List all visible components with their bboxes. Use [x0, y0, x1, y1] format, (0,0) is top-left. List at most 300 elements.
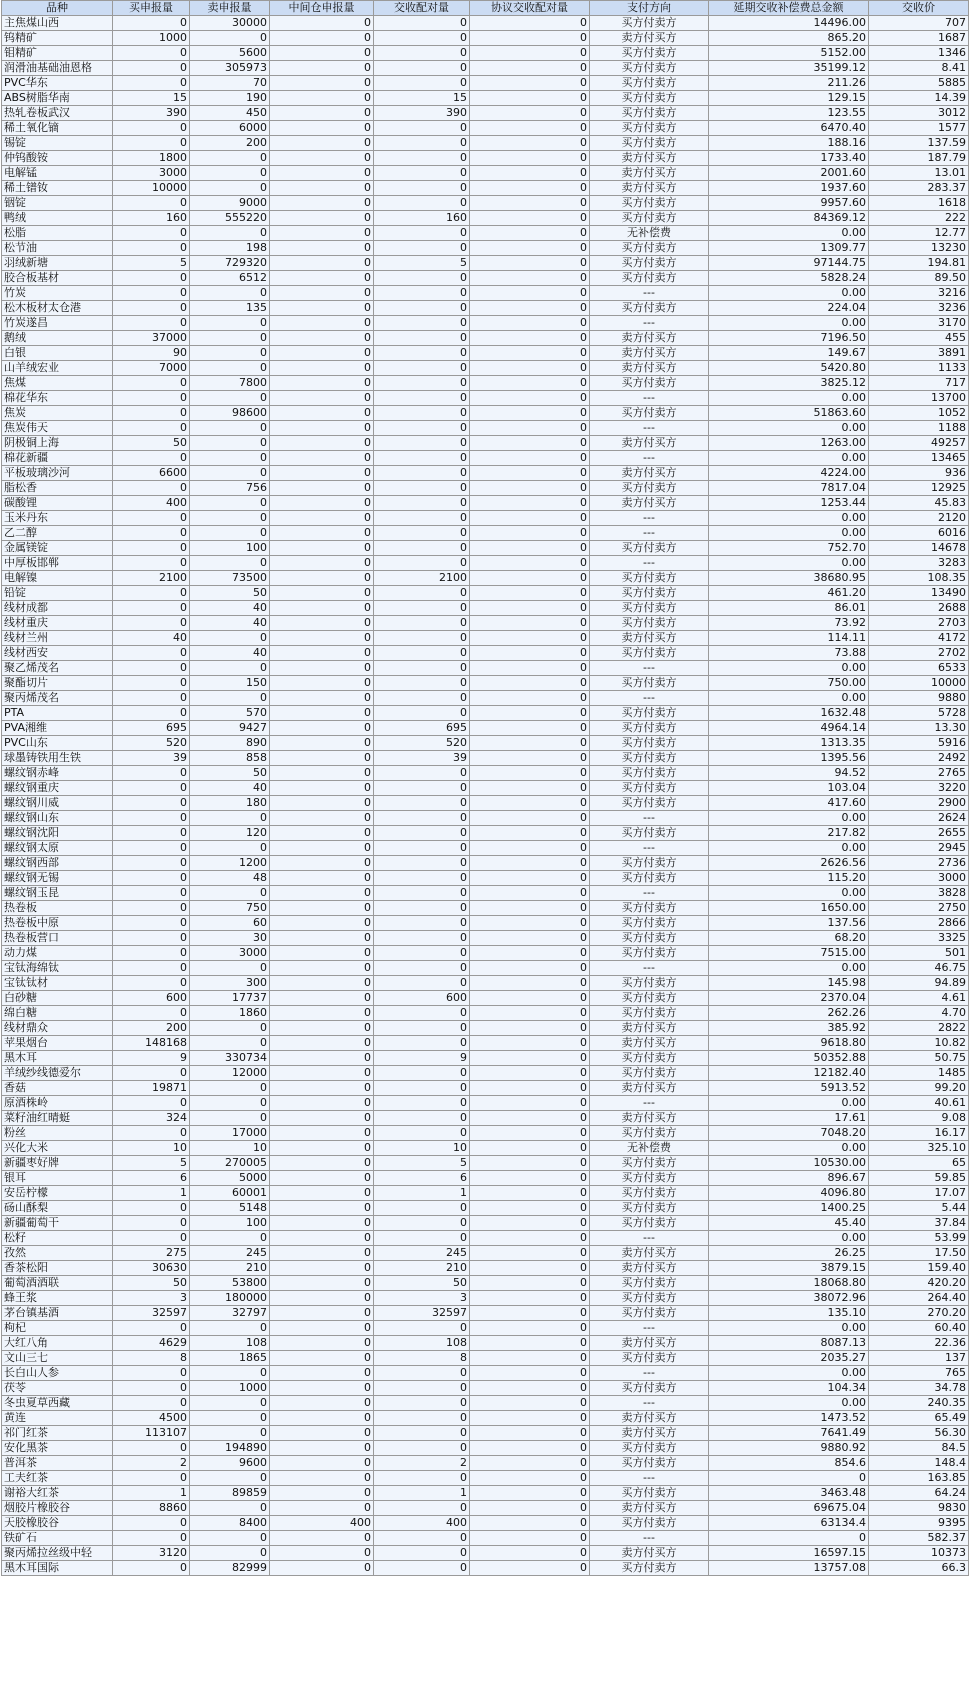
- matched-qty-cell: 0: [374, 121, 470, 136]
- buy-qty-cell: 0: [113, 871, 190, 886]
- agreement-qty-cell: 0: [470, 991, 590, 1006]
- buy-qty-cell: 0: [113, 841, 190, 856]
- table-row: [2, 421, 969, 436]
- agreement-qty-cell: 0: [470, 1081, 590, 1096]
- delivery-price-cell: 264.40: [869, 1291, 969, 1306]
- buy-qty-cell: 0: [113, 1471, 190, 1486]
- matched-qty-cell: 0: [374, 1501, 470, 1516]
- matched-qty-cell: 0: [374, 556, 470, 571]
- table-row: [2, 556, 969, 571]
- delivery-price-cell: 84.5: [869, 1441, 969, 1456]
- middle-qty-cell: 0: [270, 1006, 374, 1021]
- delivery-price-cell: 137.59: [869, 136, 969, 151]
- compensation-total-cell: 188.16: [709, 136, 869, 151]
- matched-qty-cell: 0: [374, 1471, 470, 1486]
- agreement-qty-cell: 0: [470, 601, 590, 616]
- product-cell: 平板玻璃沙河: [2, 466, 113, 481]
- delivery-price-cell: 240.35: [869, 1396, 969, 1411]
- table-row: [2, 181, 969, 196]
- payment-direction-cell: 买方付卖方: [590, 1381, 709, 1396]
- payment-direction-cell: 买方付卖方: [590, 781, 709, 796]
- middle-qty-cell: 0: [270, 1051, 374, 1066]
- agreement-qty-cell: 0: [470, 976, 590, 991]
- buy-qty-cell: 7000: [113, 361, 190, 376]
- compensation-total-cell: 103.04: [709, 781, 869, 796]
- payment-direction-cell: 买方付卖方: [590, 301, 709, 316]
- delivery-price-cell: 137: [869, 1351, 969, 1366]
- payment-direction-cell: 卖方付买方: [590, 1336, 709, 1351]
- agreement-qty-cell: 0: [470, 1126, 590, 1141]
- product-cell: 电解锰: [2, 166, 113, 181]
- delivery-price-cell: 2945: [869, 841, 969, 856]
- matched-qty-cell: 695: [374, 721, 470, 736]
- delivery-price-cell: 2120: [869, 511, 969, 526]
- buy-qty-cell: 15: [113, 91, 190, 106]
- payment-direction-cell: 买方付卖方: [590, 916, 709, 931]
- matched-qty-cell: 0: [374, 1096, 470, 1111]
- product-cell: 铁矿石: [2, 1531, 113, 1546]
- buy-qty-cell: 0: [113, 511, 190, 526]
- compensation-total-cell: 114.11: [709, 631, 869, 646]
- buy-qty-cell: 0: [113, 706, 190, 721]
- delivery-price-cell: 4.61: [869, 991, 969, 1006]
- buy-qty-cell: 0: [113, 421, 190, 436]
- delivery-price-cell: 5728: [869, 706, 969, 721]
- middle-qty-cell: 0: [270, 226, 374, 241]
- compensation-total-cell: 224.04: [709, 301, 869, 316]
- table-row: [2, 1351, 969, 1366]
- middle-qty-cell: 0: [270, 946, 374, 961]
- payment-direction-cell: 卖方付买方: [590, 631, 709, 646]
- delivery-price-cell: 3283: [869, 556, 969, 571]
- buy-qty-cell: 40: [113, 631, 190, 646]
- buy-qty-cell: 5: [113, 1156, 190, 1171]
- table-row: [2, 271, 969, 286]
- middle-qty-cell: 0: [270, 1126, 374, 1141]
- compensation-total-cell: 123.55: [709, 106, 869, 121]
- sell-qty-cell: 0: [190, 1036, 270, 1051]
- matched-qty-cell: 0: [374, 886, 470, 901]
- matched-qty-cell: 0: [374, 136, 470, 151]
- table-row: [2, 511, 969, 526]
- table-row: [2, 856, 969, 871]
- agreement-qty-cell: 0: [470, 1111, 590, 1126]
- agreement-qty-cell: 0: [470, 496, 590, 511]
- sell-qty-cell: 890: [190, 736, 270, 751]
- buy-qty-cell: 0: [113, 766, 190, 781]
- payment-direction-cell: 卖方付买方: [590, 436, 709, 451]
- compensation-total-cell: 217.82: [709, 826, 869, 841]
- matched-qty-cell: 0: [374, 1561, 470, 1576]
- product-cell: 动力煤: [2, 946, 113, 961]
- buy-qty-cell: 0: [113, 316, 190, 331]
- middle-qty-cell: 0: [270, 1261, 374, 1276]
- table-row: [2, 706, 969, 721]
- middle-qty-cell: 0: [270, 586, 374, 601]
- delivery-price-cell: 46.75: [869, 961, 969, 976]
- agreement-qty-cell: 0: [470, 1516, 590, 1531]
- sell-qty-cell: 73500: [190, 571, 270, 586]
- middle-qty-cell: 0: [270, 496, 374, 511]
- sell-qty-cell: 5600: [190, 46, 270, 61]
- product-cell: 线材鼎众: [2, 1021, 113, 1036]
- table-row: [2, 376, 969, 391]
- payment-direction-cell: 买方付卖方: [590, 721, 709, 736]
- header-matched-qty: 交收配对量: [374, 1, 470, 16]
- product-cell: 山羊绒宏业: [2, 361, 113, 376]
- product-cell: 鹅绒: [2, 331, 113, 346]
- matched-qty-cell: 0: [374, 631, 470, 646]
- middle-qty-cell: 0: [270, 661, 374, 676]
- product-cell: 松脂: [2, 226, 113, 241]
- agreement-qty-cell: 0: [470, 1156, 590, 1171]
- buy-qty-cell: 0: [113, 61, 190, 76]
- sell-qty-cell: 8400: [190, 1516, 270, 1531]
- compensation-total-cell: 1309.77: [709, 241, 869, 256]
- delivery-price-cell: 10.82: [869, 1036, 969, 1051]
- matched-qty-cell: 0: [374, 226, 470, 241]
- product-cell: 松节油: [2, 241, 113, 256]
- compensation-total-cell: 5420.80: [709, 361, 869, 376]
- table-row: [2, 1396, 969, 1411]
- matched-qty-cell: 0: [374, 586, 470, 601]
- payment-direction-cell: ---: [590, 691, 709, 706]
- agreement-qty-cell: 0: [470, 826, 590, 841]
- buy-qty-cell: 0: [113, 16, 190, 31]
- agreement-qty-cell: 0: [470, 871, 590, 886]
- table-row: [2, 691, 969, 706]
- matched-qty-cell: 0: [374, 436, 470, 451]
- middle-qty-cell: 0: [270, 196, 374, 211]
- delivery-price-cell: 9880: [869, 691, 969, 706]
- compensation-total-cell: 63134.4: [709, 1516, 869, 1531]
- agreement-qty-cell: 0: [470, 181, 590, 196]
- sell-qty-cell: 756: [190, 481, 270, 496]
- buy-qty-cell: 0: [113, 1096, 190, 1111]
- product-cell: 葡萄酒酒联: [2, 1276, 113, 1291]
- payment-direction-cell: 卖方付买方: [590, 151, 709, 166]
- payment-direction-cell: 买方付卖方: [590, 256, 709, 271]
- buy-qty-cell: 0: [113, 226, 190, 241]
- compensation-total-cell: 0.00: [709, 511, 869, 526]
- delivery-price-cell: 34.78: [869, 1381, 969, 1396]
- sell-qty-cell: 210: [190, 1261, 270, 1276]
- sell-qty-cell: 1200: [190, 856, 270, 871]
- buy-qty-cell: 1800: [113, 151, 190, 166]
- matched-qty-cell: 3: [374, 1291, 470, 1306]
- table-row: [2, 481, 969, 496]
- agreement-qty-cell: 0: [470, 451, 590, 466]
- payment-direction-cell: 买方付卖方: [590, 736, 709, 751]
- table-row: [2, 1306, 969, 1321]
- product-cell: 烟胶片橡胶谷: [2, 1501, 113, 1516]
- matched-qty-cell: 0: [374, 1036, 470, 1051]
- agreement-qty-cell: 0: [470, 691, 590, 706]
- middle-qty-cell: 0: [270, 61, 374, 76]
- delivery-price-cell: 22.36: [869, 1336, 969, 1351]
- buy-qty-cell: 0: [113, 1231, 190, 1246]
- delivery-price-cell: 455: [869, 331, 969, 346]
- sell-qty-cell: 40: [190, 601, 270, 616]
- middle-qty-cell: 0: [270, 1546, 374, 1561]
- compensation-total-cell: 50352.88: [709, 1051, 869, 1066]
- delivery-price-cell: 582.37: [869, 1531, 969, 1546]
- matched-qty-cell: 0: [374, 871, 470, 886]
- middle-qty-cell: 0: [270, 721, 374, 736]
- payment-direction-cell: 买方付卖方: [590, 16, 709, 31]
- delivery-price-cell: 14.39: [869, 91, 969, 106]
- table-row: [2, 286, 969, 301]
- buy-qty-cell: 19871: [113, 1081, 190, 1096]
- payment-direction-cell: 买方付卖方: [590, 826, 709, 841]
- table-row: [2, 391, 969, 406]
- table-row: [2, 151, 969, 166]
- payment-direction-cell: 买方付卖方: [590, 1351, 709, 1366]
- table-row: [2, 1471, 969, 1486]
- delivery-price-cell: 222: [869, 211, 969, 226]
- middle-qty-cell: 0: [270, 16, 374, 31]
- product-cell: 白砂糖: [2, 991, 113, 1006]
- matched-qty-cell: 5: [374, 256, 470, 271]
- product-cell: 谢裕大红茶: [2, 1486, 113, 1501]
- compensation-total-cell: 0.00: [709, 451, 869, 466]
- buy-qty-cell: 0: [113, 1216, 190, 1231]
- product-cell: 苹果烟台: [2, 1036, 113, 1051]
- sell-qty-cell: 82999: [190, 1561, 270, 1576]
- table-row: [2, 601, 969, 616]
- product-cell: 绵白糖: [2, 1006, 113, 1021]
- buy-qty-cell: 37000: [113, 331, 190, 346]
- compensation-total-cell: 0.00: [709, 421, 869, 436]
- table-header-row: [2, 1, 969, 16]
- matched-qty-cell: 32597: [374, 1306, 470, 1321]
- buy-qty-cell: 2: [113, 1456, 190, 1471]
- middle-qty-cell: 0: [270, 181, 374, 196]
- product-cell: 香茶松阳: [2, 1261, 113, 1276]
- agreement-qty-cell: 0: [470, 1351, 590, 1366]
- buy-qty-cell: 0: [113, 136, 190, 151]
- delivery-price-cell: 1133: [869, 361, 969, 376]
- payment-direction-cell: ---: [590, 841, 709, 856]
- agreement-qty-cell: 0: [470, 436, 590, 451]
- table-row: [2, 526, 969, 541]
- agreement-qty-cell: 0: [470, 616, 590, 631]
- matched-qty-cell: 0: [374, 31, 470, 46]
- matched-qty-cell: 0: [374, 856, 470, 871]
- matched-qty-cell: 2100: [374, 571, 470, 586]
- product-cell: 螺纹钢无锡: [2, 871, 113, 886]
- table-row: [2, 946, 969, 961]
- payment-direction-cell: 买方付卖方: [590, 871, 709, 886]
- middle-qty-cell: 0: [270, 1366, 374, 1381]
- product-cell: 线材重庆: [2, 616, 113, 631]
- delivery-price-cell: 2492: [869, 751, 969, 766]
- compensation-total-cell: 86.01: [709, 601, 869, 616]
- product-cell: 螺纹钢川威: [2, 796, 113, 811]
- compensation-total-cell: 26.25: [709, 1246, 869, 1261]
- buy-qty-cell: 30630: [113, 1261, 190, 1276]
- buy-qty-cell: 0: [113, 676, 190, 691]
- matched-qty-cell: 50: [374, 1276, 470, 1291]
- table-row: [2, 976, 969, 991]
- delivery-price-cell: 17.50: [869, 1246, 969, 1261]
- matched-qty-cell: 600: [374, 991, 470, 1006]
- payment-direction-cell: 买方付卖方: [590, 1486, 709, 1501]
- delivery-price-cell: 1346: [869, 46, 969, 61]
- delivery-price-cell: 5916: [869, 736, 969, 751]
- compensation-total-cell: 1313.35: [709, 736, 869, 751]
- sell-qty-cell: 198: [190, 241, 270, 256]
- matched-qty-cell: 0: [374, 286, 470, 301]
- agreement-qty-cell: 0: [470, 661, 590, 676]
- compensation-total-cell: 104.34: [709, 1381, 869, 1396]
- buy-qty-cell: 600: [113, 991, 190, 1006]
- compensation-total-cell: 13757.08: [709, 1561, 869, 1576]
- delivery-price-cell: 159.40: [869, 1261, 969, 1276]
- table-row: [2, 796, 969, 811]
- sell-qty-cell: 180000: [190, 1291, 270, 1306]
- buy-qty-cell: 0: [113, 541, 190, 556]
- sell-qty-cell: 0: [190, 1021, 270, 1036]
- delivery-price-cell: 9395: [869, 1516, 969, 1531]
- header-product: 品种: [2, 1, 113, 16]
- middle-qty-cell: 0: [270, 1291, 374, 1306]
- table-row: [2, 1231, 969, 1246]
- agreement-qty-cell: 0: [470, 1501, 590, 1516]
- product-cell: PVA湘维: [2, 721, 113, 736]
- buy-qty-cell: 324: [113, 1111, 190, 1126]
- table-row: [2, 31, 969, 46]
- delivery-price-cell: 13.01: [869, 166, 969, 181]
- buy-qty-cell: 0: [113, 616, 190, 631]
- table-row: [2, 631, 969, 646]
- middle-qty-cell: 0: [270, 241, 374, 256]
- delivery-price-cell: 13230: [869, 241, 969, 256]
- middle-qty-cell: 0: [270, 451, 374, 466]
- compensation-total-cell: 38072.96: [709, 1291, 869, 1306]
- agreement-qty-cell: 0: [470, 286, 590, 301]
- delivery-price-cell: 2703: [869, 616, 969, 631]
- matched-qty-cell: 0: [374, 946, 470, 961]
- matched-qty-cell: 0: [374, 451, 470, 466]
- middle-qty-cell: 0: [270, 331, 374, 346]
- header-agreement-qty: 协议交收配对量: [470, 1, 590, 16]
- compensation-total-cell: 0.00: [709, 1141, 869, 1156]
- table-row: [2, 901, 969, 916]
- payment-direction-cell: 卖方付买方: [590, 1501, 709, 1516]
- agreement-qty-cell: 0: [470, 211, 590, 226]
- table-row: [2, 1096, 969, 1111]
- middle-qty-cell: 0: [270, 1066, 374, 1081]
- sell-qty-cell: 305973: [190, 61, 270, 76]
- compensation-total-cell: 0.00: [709, 391, 869, 406]
- agreement-qty-cell: 0: [470, 1456, 590, 1471]
- product-cell: 大红八角: [2, 1336, 113, 1351]
- sell-qty-cell: 0: [190, 31, 270, 46]
- agreement-qty-cell: 0: [470, 1426, 590, 1441]
- matched-qty-cell: 0: [374, 46, 470, 61]
- header-compensation-total: 延期交收补偿费总金额: [709, 1, 869, 16]
- product-cell: 螺纹钢沈阳: [2, 826, 113, 841]
- delivery-price-cell: 10000: [869, 676, 969, 691]
- sell-qty-cell: 0: [190, 1321, 270, 1336]
- matched-qty-cell: 0: [374, 1396, 470, 1411]
- sell-qty-cell: 0: [190, 181, 270, 196]
- delivery-price-cell: 2688: [869, 601, 969, 616]
- table-row: [2, 1486, 969, 1501]
- compensation-total-cell: 38680.95: [709, 571, 869, 586]
- payment-direction-cell: 买方付卖方: [590, 106, 709, 121]
- buy-qty-cell: 0: [113, 811, 190, 826]
- agreement-qty-cell: 0: [470, 1561, 590, 1576]
- product-cell: 黑木耳国际: [2, 1561, 113, 1576]
- product-cell: 棉花华东: [2, 391, 113, 406]
- table-row: [2, 1171, 969, 1186]
- matched-qty-cell: 0: [374, 511, 470, 526]
- sell-qty-cell: 17000: [190, 1126, 270, 1141]
- delivery-price-cell: 3236: [869, 301, 969, 316]
- agreement-qty-cell: 0: [470, 841, 590, 856]
- agreement-qty-cell: 0: [470, 1186, 590, 1201]
- delivery-price-cell: 16.17: [869, 1126, 969, 1141]
- buy-qty-cell: 0: [113, 601, 190, 616]
- compensation-total-cell: 12182.40: [709, 1066, 869, 1081]
- payment-direction-cell: 买方付卖方: [590, 616, 709, 631]
- sell-qty-cell: 9000: [190, 196, 270, 211]
- delivery-price-cell: 1618: [869, 196, 969, 211]
- sell-qty-cell: 70: [190, 76, 270, 91]
- matched-qty-cell: 0: [374, 601, 470, 616]
- payment-direction-cell: 买方付卖方: [590, 1306, 709, 1321]
- table-row: [2, 451, 969, 466]
- buy-qty-cell: 0: [113, 1321, 190, 1336]
- product-cell: 鸭绒: [2, 211, 113, 226]
- delivery-price-cell: 5885: [869, 76, 969, 91]
- middle-qty-cell: 0: [270, 466, 374, 481]
- buy-qty-cell: 50: [113, 436, 190, 451]
- matched-qty-cell: 0: [374, 166, 470, 181]
- middle-qty-cell: 0: [270, 886, 374, 901]
- product-cell: 砀山酥梨: [2, 1201, 113, 1216]
- sell-qty-cell: 98600: [190, 406, 270, 421]
- table-row: [2, 781, 969, 796]
- agreement-qty-cell: 0: [470, 76, 590, 91]
- payment-direction-cell: 买方付卖方: [590, 601, 709, 616]
- table-row: [2, 1501, 969, 1516]
- payment-direction-cell: ---: [590, 286, 709, 301]
- compensation-total-cell: 35199.12: [709, 61, 869, 76]
- matched-qty-cell: 0: [374, 691, 470, 706]
- middle-qty-cell: 0: [270, 706, 374, 721]
- payment-direction-cell: 卖方付买方: [590, 1546, 709, 1561]
- product-cell: 宝钛钛材: [2, 976, 113, 991]
- delivery-price-cell: 2765: [869, 766, 969, 781]
- sell-qty-cell: 0: [190, 1231, 270, 1246]
- sell-qty-cell: 10: [190, 1141, 270, 1156]
- sell-qty-cell: 0: [190, 526, 270, 541]
- agreement-qty-cell: 0: [470, 271, 590, 286]
- table-row: [2, 1126, 969, 1141]
- middle-qty-cell: 0: [270, 541, 374, 556]
- payment-direction-cell: 无补偿费: [590, 1141, 709, 1156]
- delivery-price-cell: 163.85: [869, 1471, 969, 1486]
- sell-qty-cell: 0: [190, 1096, 270, 1111]
- middle-qty-cell: 0: [270, 136, 374, 151]
- agreement-qty-cell: 0: [470, 1366, 590, 1381]
- agreement-qty-cell: 0: [470, 241, 590, 256]
- table-row: [2, 1186, 969, 1201]
- delivery-price-cell: 49257: [869, 436, 969, 451]
